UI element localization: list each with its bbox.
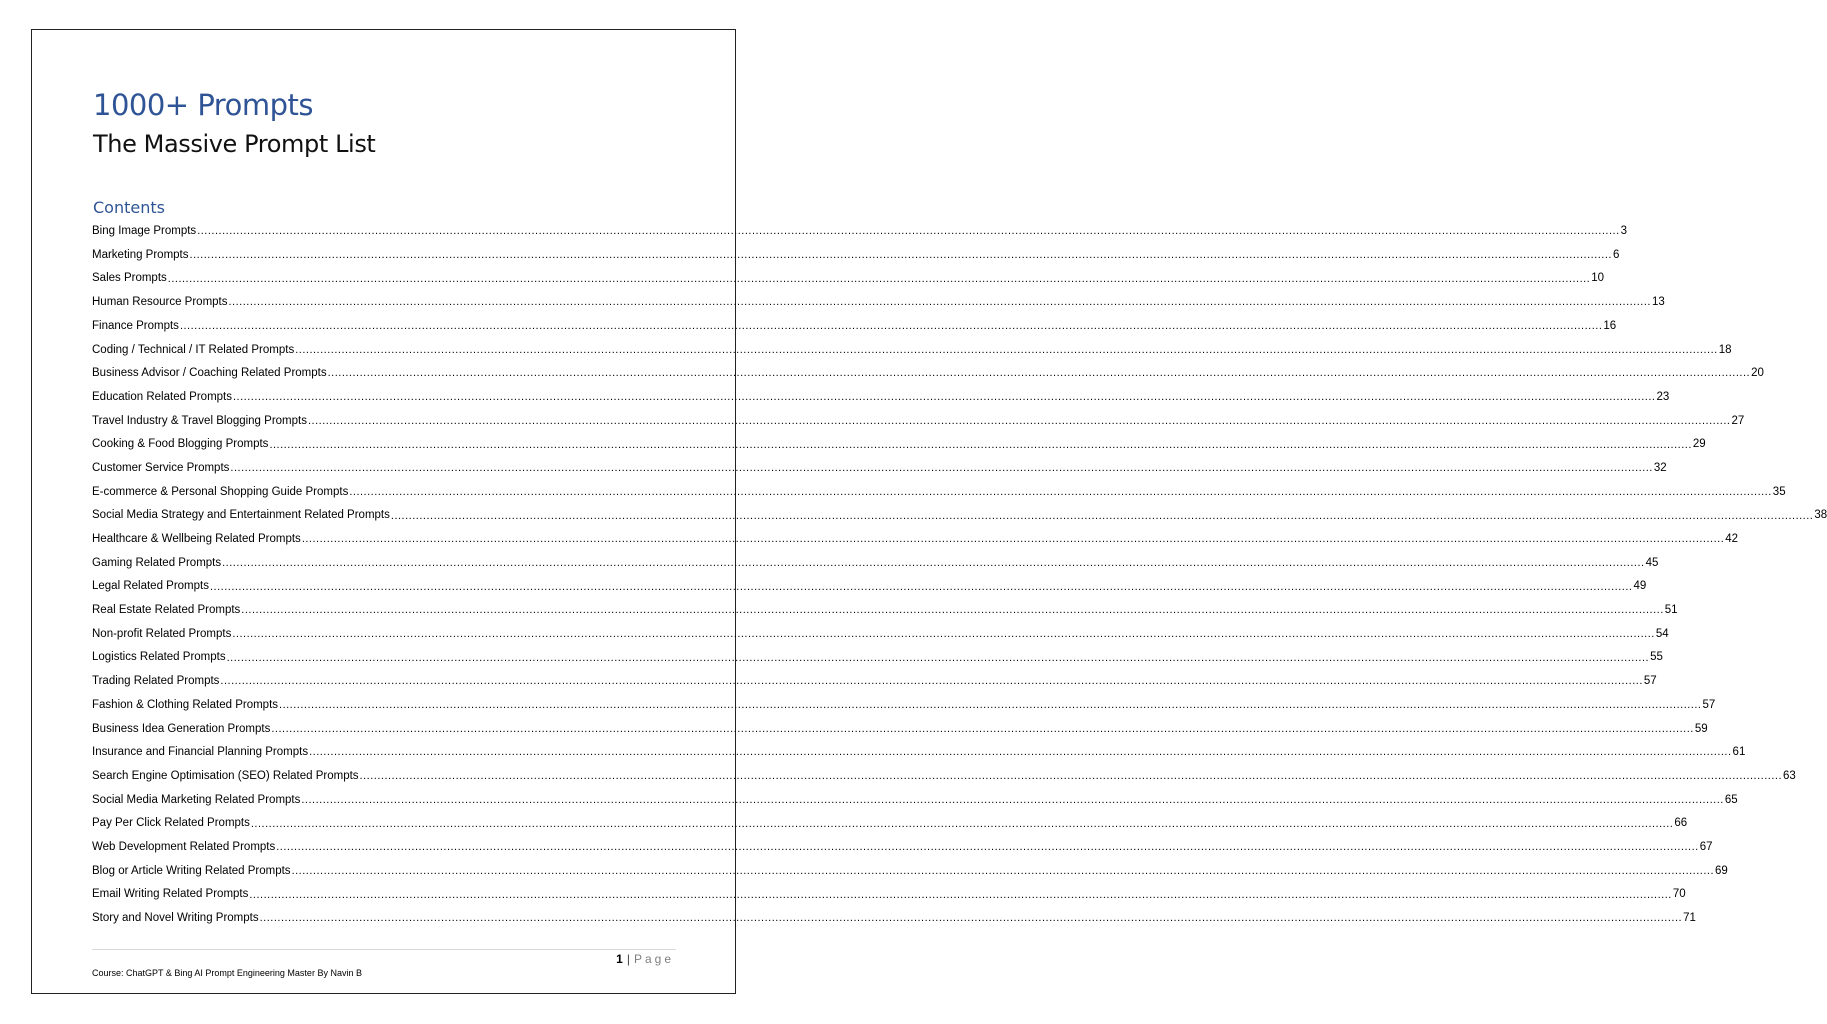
toc-dot-leader: ................................................................................................................................................................................................................................................................................................................................................................................................................ [228, 296, 1651, 309]
toc-dot-leader: ................................................................................................................................................................................................................................................................................................................................................................................................................ [226, 651, 1650, 664]
toc-entry-title[interactable]: Sales Prompts [92, 272, 167, 285]
toc-entry-page[interactable]: 23 [1656, 390, 1670, 403]
toc-entry-title[interactable]: Travel Industry & Travel Blogging Prompts [92, 414, 307, 427]
toc-entry[interactable] [92, 504, 1827, 528]
toc-entry-page[interactable]: 55 [1650, 651, 1663, 664]
footer-divider [92, 949, 676, 950]
toc-entry-page[interactable]: 29 [1692, 438, 1706, 451]
toc-entry-page[interactable]: 27 [1731, 414, 1745, 427]
toc-entry[interactable] [92, 244, 1620, 268]
toc-entry-page[interactable]: 3 [1620, 225, 1628, 238]
toc-entry[interactable] [92, 789, 1738, 813]
toc-entry[interactable] [92, 433, 1706, 457]
toc-dot-leader: ................................................................................................................................................................................................................................................................................................................................................................................................................ [269, 438, 1692, 451]
toc-entry-title[interactable]: Story and Novel Writing Prompts [92, 912, 259, 925]
toc-entry[interactable] [92, 315, 1617, 339]
toc-entry-title[interactable]: Pay Per Click Related Prompts [92, 817, 250, 830]
toc-entry-title[interactable]: Human Resource Prompts [92, 296, 228, 309]
page-number-value: 1 [616, 952, 623, 966]
toc-entry-page[interactable]: 65 [1724, 793, 1738, 806]
toc-entry[interactable] [92, 812, 1688, 836]
toc-entry-title[interactable]: Fashion & Clothing Related Prompts [92, 698, 279, 711]
toc-dot-leader: ................................................................................................................................................................................................................................................................................................................................................................................................................ [233, 391, 1656, 404]
toc-entry-title[interactable]: Search Engine Optimisation (SEO) Related Prompts [92, 769, 359, 782]
toc-entry-title[interactable]: Blog or Article Writing Related Prompts [92, 864, 291, 877]
toc-dot-leader: ................................................................................................................................................................................................................................................................................................................................................................................................................ [232, 628, 1655, 641]
toc-entry-title[interactable]: Customer Service Prompts [92, 461, 230, 474]
toc-entry[interactable] [92, 220, 1628, 244]
toc-entry[interactable] [92, 291, 1665, 315]
toc-entry[interactable] [92, 528, 1739, 552]
toc-entry-page[interactable]: 70 [1672, 888, 1686, 901]
toc-dot-leader: ................................................................................................................................................................................................................................................................................................................................................................................................................ [271, 722, 1694, 735]
toc-dot-leader: ................................................................................................................................................................................................................................................................................................................................................................................................................ [291, 864, 1715, 877]
toc-entry[interactable] [92, 907, 1696, 931]
page-number [616, 952, 674, 966]
toc-entry-title[interactable]: Education Related Prompts [92, 390, 232, 403]
toc-entry-page[interactable]: 20 [1751, 367, 1764, 380]
toc-entry-title[interactable]: Social Media Strategy and Entertainment Related Prompts [92, 509, 390, 522]
toc-entry[interactable] [92, 599, 1678, 623]
toc-entry-page[interactable]: 32 [1653, 461, 1667, 474]
toc-dot-leader: ................................................................................................................................................................................................................................................................................................................................................................................................................ [167, 272, 1591, 285]
toc-dot-leader: ................................................................................................................................................................................................................................................................................................................................................................................................................ [390, 509, 1814, 522]
toc-entry-title[interactable]: Web Development Related Prompts [92, 840, 276, 853]
toc-entry[interactable] [92, 860, 1728, 884]
toc-entry-title[interactable]: Healthcare & Wellbeing Related Prompts [92, 533, 301, 546]
toc-entry[interactable] [92, 741, 1746, 765]
toc-entry-page[interactable]: 49 [1633, 580, 1647, 593]
toc-entry-page[interactable]: 57 [1702, 698, 1716, 711]
toc-entry[interactable] [92, 457, 1667, 481]
toc-dot-leader: ................................................................................................................................................................................................................................................................................................................................................................................................................ [189, 249, 1612, 262]
toc-entry-title[interactable]: Social Media Marketing Related Prompts [92, 793, 301, 806]
toc-entry-title[interactable]: Trading Related Prompts [92, 675, 220, 688]
toc-dot-leader: ................................................................................................................................................................................................................................................................................................................................................................................................................ [279, 699, 1702, 712]
toc-entry-page[interactable]: 6 [1612, 248, 1620, 261]
toc-entry-title[interactable]: Finance Prompts [92, 319, 179, 332]
toc-entry-page[interactable]: 42 [1725, 533, 1739, 546]
toc-dot-leader: ................................................................................................................................................................................................................................................................................................................................................................................................................ [327, 367, 1751, 380]
document-subtitle: The Massive Prompt List [93, 130, 376, 158]
toc-dot-leader: ................................................................................................................................................................................................................................................................................................................................................................................................................ [349, 485, 1772, 498]
toc-dot-leader: ................................................................................................................................................................................................................................................................................................................................................................................................................ [276, 841, 1699, 854]
toc-entry-title[interactable]: Business Advisor / Coaching Related Prompts [92, 367, 327, 380]
toc-dot-leader: ................................................................................................................................................................................................................................................................................................................................................................................................................ [249, 888, 1672, 901]
toc-entry-page[interactable]: 57 [1643, 675, 1657, 688]
toc-entry[interactable] [92, 552, 1659, 576]
toc-dot-leader: ................................................................................................................................................................................................................................................................................................................................................................................................................ [259, 912, 1683, 925]
toc-dot-leader: ................................................................................................................................................................................................................................................................................................................................................................................................................ [209, 580, 1633, 593]
toc-entry-title[interactable]: Email Writing Related Prompts [92, 888, 249, 901]
toc-entry-page[interactable]: 67 [1699, 840, 1713, 853]
toc-entry[interactable] [92, 267, 1605, 291]
toc-dot-leader: ................................................................................................................................................................................................................................................................................................................................................................................................................ [359, 770, 1783, 783]
page-number-separator: | [626, 952, 630, 966]
toc-entry-title[interactable]: Business Idea Generation Prompts [92, 722, 271, 735]
toc-entry-page[interactable]: 71 [1683, 912, 1696, 925]
toc-dot-leader: ................................................................................................................................................................................................................................................................................................................................................................................................................ [220, 675, 1643, 688]
toc-entry[interactable] [92, 717, 1708, 741]
toc-dot-leader: ................................................................................................................................................................................................................................................................................................................................................................................................................ [230, 462, 1653, 475]
toc-entry-page[interactable]: 51 [1664, 604, 1678, 617]
toc-entry-title[interactable]: Real Estate Related Prompts [92, 604, 241, 617]
toc-entry[interactable] [92, 481, 1786, 505]
toc-entry[interactable] [92, 623, 1669, 647]
toc-entry-page[interactable]: 54 [1655, 627, 1669, 640]
toc-dot-leader: ................................................................................................................................................................................................................................................................................................................................................................................................................ [222, 556, 1645, 569]
toc-entry-title[interactable]: Cooking & Food Blogging Prompts [92, 438, 269, 451]
toc-entry[interactable] [92, 338, 1732, 362]
toc-entry[interactable] [92, 694, 1716, 718]
toc-dot-leader: ................................................................................................................................................................................................................................................................................................................................................................................................................ [307, 414, 1731, 427]
toc-entry-page[interactable]: 10 [1591, 272, 1605, 285]
toc-dot-leader: ................................................................................................................................................................................................................................................................................................................................................................................................................ [295, 343, 1718, 356]
toc-entry[interactable] [92, 670, 1657, 694]
toc-dot-leader: ................................................................................................................................................................................................................................................................................................................................................................................................................ [250, 817, 1674, 830]
toc-entry-page[interactable]: 16 [1603, 319, 1617, 332]
toc-entry[interactable] [92, 362, 1764, 386]
page-word: Page [633, 952, 674, 966]
toc-entry-page[interactable]: 66 [1674, 817, 1688, 830]
toc-entry-page[interactable]: 35 [1772, 485, 1786, 498]
toc-dot-leader: ................................................................................................................................................................................................................................................................................................................................................................................................................ [309, 746, 1732, 759]
toc-entry[interactable] [92, 575, 1647, 599]
table-of-contents [92, 220, 1827, 931]
toc-entry[interactable] [92, 646, 1663, 670]
toc-entry-page[interactable]: 13 [1651, 296, 1665, 309]
toc-dot-leader: ................................................................................................................................................................................................................................................................................................................................................................................................................ [197, 225, 1620, 238]
document-title: 1000+ Prompts [93, 88, 313, 122]
toc-entry-page[interactable]: 45 [1645, 556, 1659, 569]
toc-dot-leader: ................................................................................................................................................................................................................................................................................................................................................................................................................ [301, 793, 1724, 806]
toc-entry-title[interactable]: Non-profit Related Prompts [92, 627, 232, 640]
toc-dot-leader: ................................................................................................................................................................................................................................................................................................................................................................................................................ [179, 320, 1603, 333]
toc-dot-leader: ................................................................................................................................................................................................................................................................................................................................................................................................................ [301, 533, 1725, 546]
toc-entry-title[interactable]: Logistics Related Prompts [92, 651, 226, 664]
toc-entry-title[interactable]: E-commerce & Personal Shopping Guide Prompts [92, 485, 349, 498]
toc-entry[interactable] [92, 836, 1713, 860]
toc-entry-title[interactable]: Coding / Technical / IT Related Prompts [92, 343, 295, 356]
toc-entry[interactable] [92, 765, 1796, 789]
toc-dot-leader: ................................................................................................................................................................................................................................................................................................................................................................................................................ [241, 604, 1664, 617]
toc-entry-title[interactable]: Marketing Prompts [92, 248, 189, 261]
footer-course-text: Course: ChatGPT & Bing AI Prompt Engineering Master By Navin B [92, 968, 362, 978]
toc-entry[interactable] [92, 386, 1670, 410]
toc-entry[interactable] [92, 410, 1745, 434]
toc-entry-title[interactable]: Gaming Related Prompts [92, 556, 222, 569]
toc-entry-page[interactable]: 38 [1814, 509, 1827, 522]
toc-entry-title[interactable]: Legal Related Prompts [92, 580, 209, 593]
contents-heading: Contents [93, 198, 165, 217]
toc-entry-page[interactable]: 69 [1715, 864, 1728, 877]
toc-entry-page[interactable]: 18 [1718, 343, 1732, 356]
toc-entry[interactable] [92, 883, 1686, 907]
toc-entry-page[interactable]: 61 [1732, 746, 1746, 759]
toc-entry-page[interactable]: 63 [1783, 769, 1796, 782]
toc-entry-page[interactable]: 59 [1694, 722, 1708, 735]
toc-entry-title[interactable]: Bing Image Prompts [92, 225, 197, 238]
toc-entry-title[interactable]: Insurance and Financial Planning Prompts [92, 746, 309, 759]
